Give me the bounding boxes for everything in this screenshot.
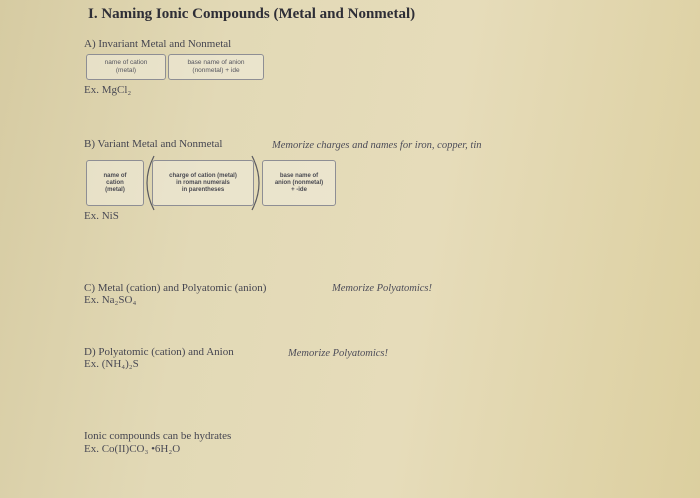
section-b-heading: B) Variant Metal and Nonmetal [84, 138, 223, 150]
section-c-note: Memorize Polyatomics! [332, 283, 433, 294]
section-c-example: Ex. Na₂SO₄ [84, 294, 137, 306]
section-a-anion-box: base name of anion (nonmetal) + ide [168, 54, 264, 80]
section-d-note: Memorize Polyatomics! [288, 348, 389, 359]
section-b-example: Ex. NiS [84, 210, 119, 222]
section-b-cation-box: name of cation (metal) [86, 160, 144, 206]
section-b-charge-box: charge of cation (metal) in roman numerals in parentheses [152, 160, 254, 206]
section-a-heading: A) Invariant Metal and Nonmetal [84, 38, 232, 50]
section-b-anion-box: base name of anion (nonmetal) + -ide [262, 160, 336, 206]
section-a-example: Ex. MgCl₂ [84, 84, 132, 96]
section-b-note: Memorize charges and names for iron, copper, tin [272, 140, 482, 151]
hydrates-heading: Ionic compounds can be hydrates [84, 430, 232, 442]
section-d-heading: D) Polyatomic (cation) and Anion [84, 346, 234, 358]
section-d-example: Ex. (NH₄)₂S [84, 358, 139, 370]
hydrates-example: Ex. Co(II)CO₃ •6H₂O [84, 443, 181, 455]
section-a-cation-box: name of cation (metal) [86, 54, 166, 80]
section-c-heading: C) Metal (cation) and Polyatomic (anion) [84, 282, 267, 294]
page-title: I. Naming Ionic Compounds (Metal and Nonmetal) [88, 6, 416, 22]
